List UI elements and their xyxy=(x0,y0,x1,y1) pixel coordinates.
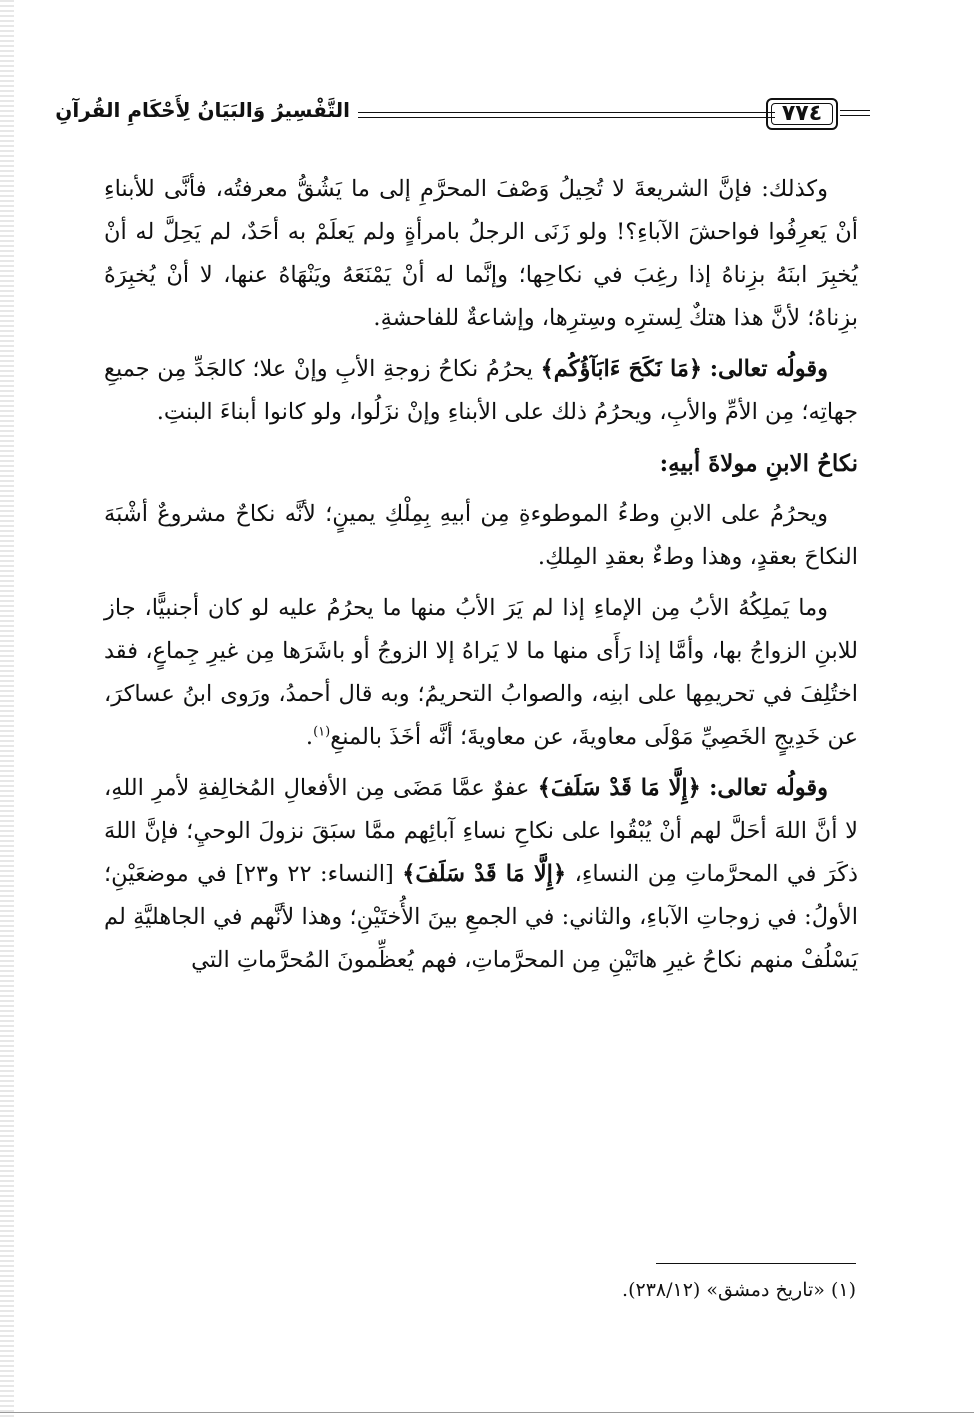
footnote: (١) «تاريخ دمشق» (٢٣٨/١٢). xyxy=(622,1279,856,1301)
paragraph-4 xyxy=(104,587,858,759)
book-title: التَّفْسِيرُ وَالبَيَانُ لِأَحْكَامِ القُرآنِ xyxy=(55,98,350,122)
page-bottom-edge xyxy=(0,1412,974,1413)
page-header xyxy=(55,90,870,140)
paragraph-2 xyxy=(104,348,858,434)
paragraph-2-text: يحرُمُ نكاحُ زوجةِ الأبِ وإنْ علا؛ كالجَدِّ مِن جميعِ جهاتِه؛ مِن الأمِّ والأبِ، ويحرُمُ ذلك على الأبناءِ وإنْ نزَلُوا، ولو كانوا أبناءَ البنتِ. xyxy=(104,356,858,425)
paragraph-4-end: . xyxy=(305,724,314,750)
quran-quote: ﴿مَا نَكَحَ ءَابَآؤُكُم﴾ xyxy=(540,356,703,382)
quran-quote: ﴿إِلَّا مَا قَدْ سَلَفَ﴾ xyxy=(537,775,701,801)
paragraph-1: وكذلك: فإنَّ الشريعةَ لا تُحِيلُ وَصْفَ المحرَّمِ إلى ما يَشُقُّ معرفتُه، فأنَّى للأبناءِ أنْ يَعرِفُوا فواحشَ الآباءِ؟! ولو زَنَى الرجلُ بامرأةٍ ولم يَعلَمْ به أحَدٌ، لم يَحِلَّ له أنْ يُخبِرَ ابنَهُ بزِناهُ إذا رغِبَ في نكاحِها؛ وإنَّما له أنْ يَمْنَعَهُ ويَنْهَاهُ عنها، لا أنْ يُخبِرَهُ بزِناهُ؛ لأنَّ هذا هتكٌ لِسترِه وسِترِها، وإشاعةٌ للفاحشةِ. xyxy=(104,176,858,331)
header-rule xyxy=(358,112,775,113)
page-left-edge xyxy=(0,0,14,1417)
lead-phrase: وقولُه تعالى: xyxy=(709,775,828,801)
header-rule-right xyxy=(840,110,870,111)
page-body xyxy=(104,168,858,990)
paragraph-5-text-b: [النساء: ٢٢ و٢٣] في موضعَيْنِ؛ الأولُ: في زوجاتِ الآباءِ، والثاني: في الجمعِ بينَ الأُختَيْنِ؛ وهذا لأنَّهم في الجاهليَّةِ لم يَسْلُفْ منهم نكاحُ غيرِ هاتَيْنِ مِن المحرَّماتِ، فهم يُعظِّمونَ المُحرَّماتِ التي xyxy=(104,861,858,973)
page-number xyxy=(766,98,838,130)
paragraph-5-text-a: عفوٌ عمَّا مَضَى مِن الأفعالِ المُخالِفةِ لأمرِ اللهِ، لا أنَّ اللهَ أحَلَّ لهم أنْ يُبْقُوا على نكاحِ نساءِ آبائِهم ممَّا سبَقَ نزولَ الوحيِ؛ فإنَّ اللهَ ذكَرَ في المحرَّماتِ مِن النساءِ، xyxy=(104,775,858,887)
section-heading: نكاحُ الابنِ مولاةَ أبيهِ: xyxy=(659,450,858,477)
quran-quote-2: ﴿إِلَّا مَا قَدْ سَلَفَ﴾ xyxy=(402,861,567,887)
paragraph-4-text: وما يَملِكُهُ الأبُ مِن الإماءِ إذا لم يَرَ الأبُ منها ما يحرُمُ عليه لو كان أجنبيًّا، جاز للابنِ الزواجُ بها، وأمَّا إذا رَأَى منها ما لا يَراهُ إلا الزوجُ أو باشَرَها مِن غيرِ جِماعٍ، فقد اختُلِفَ في تحريمِها على ابنِه، والصوابُ التحريمُ؛ وبه قال أحمدُ، ورَوى ابنُ عساكرَ، عن خَدِيجٍ الخَصِيِّ مَوْلَى معاويةَ، عن معاويةَ؛ أنَّه أخَذَ بالمنعِ xyxy=(104,595,858,750)
paragraph-3: ويحرُمُ على الابنِ وطءُ الموطوءةِ مِن أبيهِ بِمِلْكِ يمينٍ؛ لأنَّه نكاحٌ مشروعٌ أشْبَهَ النكاحَ بعقدٍ، وهذا وطءٌ بعقدِ المِلكِ. xyxy=(104,501,858,570)
footnote-marker[interactable]: (١) xyxy=(313,724,331,740)
footnote-divider xyxy=(656,1263,856,1264)
paragraph-5 xyxy=(104,767,858,982)
page-number-text: ٧٧٤ xyxy=(781,101,823,126)
lead-phrase: وقولُه تعالى: xyxy=(709,356,828,382)
